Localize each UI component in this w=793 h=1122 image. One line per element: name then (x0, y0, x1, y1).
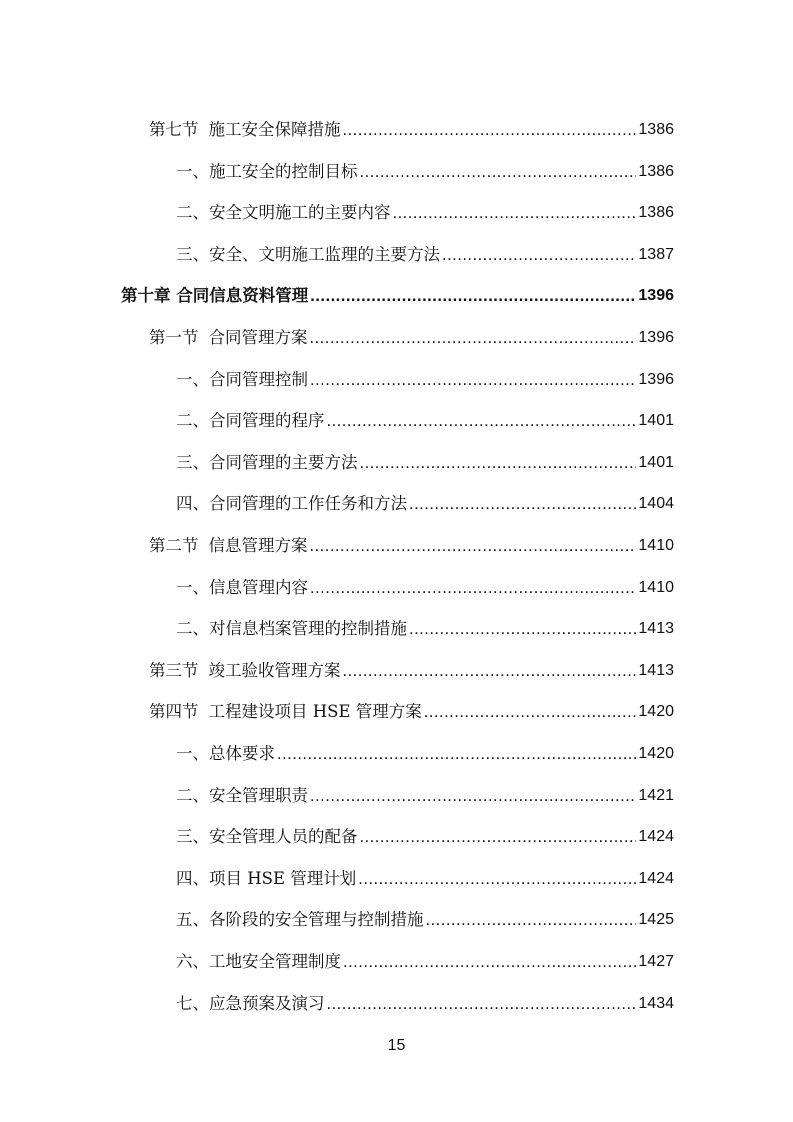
toc-entry-page: 1420 (638, 703, 674, 720)
toc-entry-page: 1434 (638, 995, 674, 1012)
toc-entry-page: 1424 (638, 870, 674, 887)
toc-dot-leader (310, 330, 637, 347)
toc-entry-title: 第三节 竣工验收管理方案 (149, 660, 341, 680)
toc-entry-page: 1401 (638, 454, 674, 471)
toc-entry[interactable] (0, 970, 674, 1012)
toc-entry-title: 第七节 施工安全保障措施 (149, 119, 341, 139)
toc-entry[interactable] (0, 138, 674, 180)
toc-entry-title: 四、项目 HSE 管理计划 (176, 868, 357, 888)
toc-entry-page: 1420 (638, 745, 674, 762)
toc-entry-page: 1425 (638, 911, 674, 928)
toc-entry-title: 一、信息管理内容 (176, 577, 308, 597)
toc-entry-title: 三、安全管理人员的配备 (176, 826, 358, 846)
toc-entry-page: 1387 (638, 246, 674, 263)
toc-entry-page: 1396 (638, 329, 674, 346)
toc-entry[interactable] (0, 221, 674, 263)
toc-entry-title: 二、安全文明施工的主要内容 (176, 202, 391, 222)
toc-dot-leader (310, 788, 636, 805)
toc-entry[interactable] (0, 928, 674, 970)
toc-dot-leader (277, 746, 636, 763)
toc-dot-leader (426, 912, 637, 929)
toc-dot-leader (360, 829, 637, 846)
toc-entry-page: 1410 (638, 537, 674, 554)
toc-entry-title: 一、总体要求 (176, 743, 275, 763)
toc-entry[interactable] (0, 96, 674, 138)
toc-entry-page: 1427 (638, 953, 674, 970)
toc-dot-leader (310, 372, 636, 389)
toc-entry-title: 四、合同管理的工作任务和方法 (176, 493, 407, 513)
toc-entry[interactable] (0, 554, 674, 596)
toc-entry-title: 第十章 合同信息资料管理 (121, 285, 309, 305)
toc-dot-leader (327, 413, 637, 430)
toc-entry[interactable] (0, 637, 674, 679)
toc-entry[interactable] (0, 678, 674, 720)
toc-entry[interactable] (0, 346, 674, 388)
toc-dot-leader (310, 288, 636, 305)
toc-entry[interactable] (0, 886, 674, 928)
toc-entry[interactable] (0, 470, 674, 512)
toc-dot-leader (343, 663, 637, 680)
toc-dot-leader (360, 164, 637, 181)
toc-entry-title: 一、合同管理控制 (176, 369, 308, 389)
toc-entry-page: 1386 (638, 163, 674, 180)
toc-dot-leader (343, 954, 636, 971)
toc-dot-leader (310, 538, 637, 555)
toc-entry-title: 三、合同管理的主要方法 (176, 452, 358, 472)
toc-entry[interactable] (0, 762, 674, 804)
toc-dot-leader (409, 496, 636, 513)
toc-entry-title: 一、施工安全的控制目标 (176, 161, 358, 181)
toc-dot-leader (424, 704, 637, 721)
toc-dot-leader (343, 122, 637, 139)
toc-entry-title: 六、工地安全管理制度 (176, 951, 341, 971)
toc-dot-leader (310, 580, 636, 597)
toc-entry[interactable] (0, 595, 674, 637)
toc-entry[interactable] (0, 512, 674, 554)
toc-dot-leader (393, 205, 637, 222)
toc-dot-leader (409, 621, 636, 638)
toc-dot-leader (442, 247, 636, 264)
toc-entry-page: 1421 (638, 787, 674, 804)
toc-entry-title: 二、安全管理职责 (176, 785, 308, 805)
toc-entry-page: 1413 (638, 620, 674, 637)
toc-entry[interactable] (0, 429, 674, 471)
toc-entry[interactable] (0, 720, 674, 762)
toc-entry-title: 二、合同管理的程序 (176, 410, 325, 430)
toc-entry[interactable] (0, 845, 674, 887)
toc-entry[interactable] (0, 387, 674, 429)
toc-entry-title: 第一节 合同管理方案 (149, 327, 308, 347)
toc-entry-page: 1386 (638, 121, 674, 138)
toc-dot-leader (360, 455, 637, 472)
toc-entry-page: 1401 (638, 412, 674, 429)
toc-entry-page: 1424 (638, 828, 674, 845)
toc-entry-title: 第二节 信息管理方案 (149, 535, 308, 555)
toc-entry-page: 1404 (638, 495, 674, 512)
toc-entry[interactable] (0, 803, 674, 845)
toc-entry-page: 1410 (638, 579, 674, 596)
toc-entry-title: 三、安全、文明施工监理的主要方法 (176, 244, 440, 264)
toc-entry-title: 第四节 工程建设项目 HSE 管理方案 (149, 701, 422, 721)
toc-entry-title: 七、应急预案及演习 (176, 993, 325, 1013)
toc-entry-title: 五、各阶段的安全管理与控制措施 (176, 909, 424, 929)
page-number: 15 (387, 1037, 406, 1054)
toc-entry-page: 1396 (638, 287, 674, 304)
toc-dot-leader (358, 871, 636, 888)
toc-entry-page: 1413 (638, 662, 674, 679)
toc-dot-leader (327, 996, 637, 1013)
toc-entry[interactable] (0, 179, 674, 221)
toc-chapter-entry[interactable] (0, 262, 674, 304)
toc-entry-title: 二、对信息档案管理的控制措施 (176, 618, 407, 638)
toc-entry[interactable] (0, 304, 674, 346)
toc-entry-page: 1386 (638, 204, 674, 221)
toc-entry-page: 1396 (638, 371, 674, 388)
